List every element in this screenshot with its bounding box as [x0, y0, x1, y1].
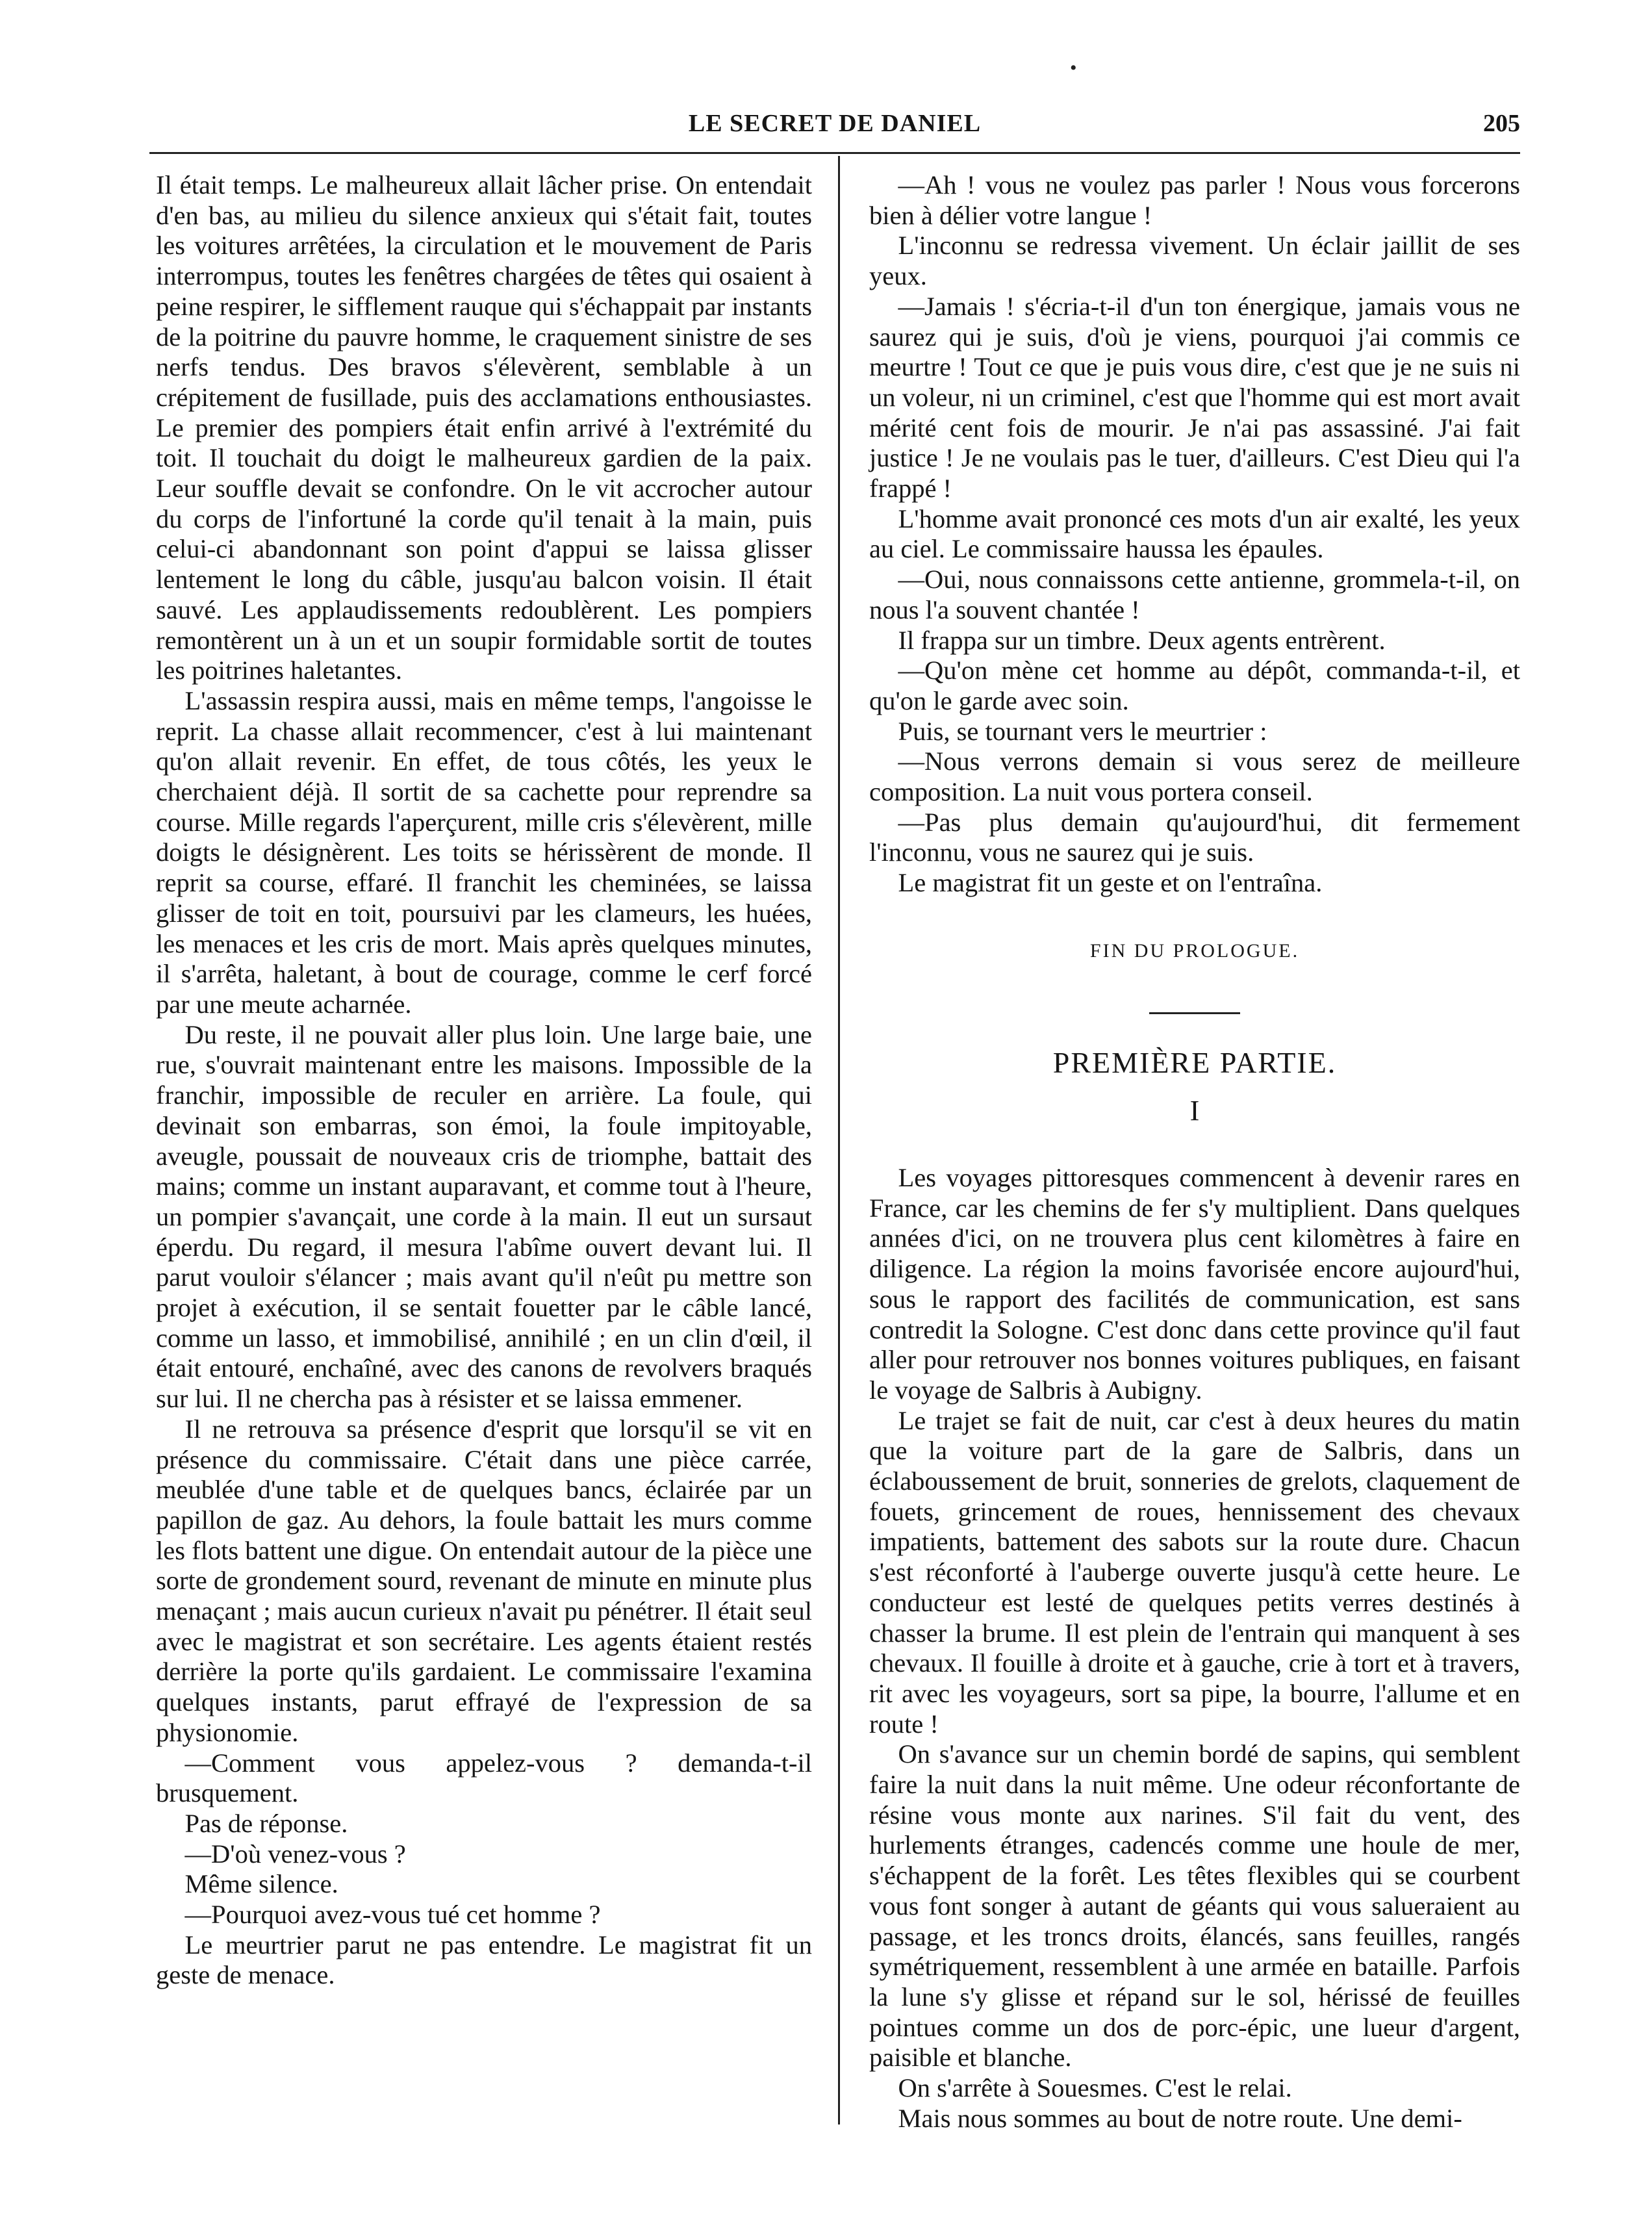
paragraph: —Ah ! vous ne voulez pas parler ! Nous vous forcerons bien à délier votre langue !	[869, 170, 1520, 230]
right-column	[869, 170, 1520, 2134]
paragraph: —Qu'on mène cet homme au dépôt, commanda-t-il, et qu'on le garde avec soin.	[869, 656, 1520, 715]
paragraph: L'homme avait prononcé ces mots d'un air exalté, les yeux au ciel. Le commissaire haussa les épaules.	[869, 504, 1520, 564]
paragraph: On s'arrête à Souesmes. C'est le relai.	[898, 2073, 1292, 2103]
paragraph: —Comment vous appelez-vous ? demanda-t-il brusquement.	[156, 1748, 812, 1808]
fin-du-prologue: FIN DU PROLOGUE.	[1089, 939, 1300, 962]
paragraph: —Oui, nous connaissons cette antienne, grommela-t-il, on nous l'a souvent chantée !	[869, 565, 1520, 624]
page-number: 205	[1483, 110, 1520, 137]
paragraph: —Pas plus demain qu'aujourd'hui, dit fermement l'inconnu, vous ne saurez qui je suis.	[869, 807, 1520, 867]
section-rule	[1149, 1012, 1240, 1014]
paragraph: Pas de réponse.	[184, 1808, 348, 1838]
paragraph: Mais nous sommes au bout de notre route. Une demi-	[898, 2103, 1462, 2133]
paragraph: Le magistrat fit un geste et on l'entraîna.	[898, 868, 1323, 898]
paragraph: Du reste, il ne pouvait aller plus loin. Une large baie, une rue, s'ouvrait maintenant entre les maisons. Impossible de la franchir, impossible de reculer en arrière. La foule, qui devinait son embarras, son émoi, la foule impitoyable, aveugle, poussait de nouveaux cris de triomphe, battait des mains; comme un instant auparavant, et comme tout à l'heure, un pompier s'avançait, une corde à la main. Il eut un sursaut éperdu. Du regard, il mesura l'abîme ouvert devant lui. Il parut vouloir s'élancer ; mais avant qu'il n'eût pu mettre son projet à exécution, il se sentait fouetter par le câble lancé, comme un lasso, et immobilisé, annihilé ; en un clin d'œil, il était entouré, enchaîné, avec des canons de revolvers braqués sur lui. Il ne chercha pas à résister et se laissa emmener.	[156, 1019, 812, 1414]
running-title: LE SECRET DE DANIEL	[688, 110, 982, 137]
header-rule	[149, 152, 1520, 154]
paragraph: Le meurtrier parut ne pas entendre. Le magistrat fit un geste de menace.	[156, 1930, 812, 1990]
paragraph: Puis, se tournant vers le meurtrier :	[898, 716, 1267, 746]
part-title: PREMIÈRE PARTIE.	[1052, 1045, 1337, 1079]
paragraph: L'assassin respira aussi, mais en même temps, l'angoisse le reprit. La chasse allait recommencer, c'est à lui maintenant qu'on allait revenir. En effet, de tous côtés, les yeux le cherchaient déjà. Il sortit de sa cachette pour reprendre sa course. Mille regards l'aperçurent, mille cris s'élevèrent, mille doigts le désignèrent. Les toits se hérissèrent de monde. Il reprit sa course, effaré. Il franchit les cheminées, se laissa glisser de toit en toit, poursuivi par les clameurs, les huées, les menaces et les cris de mort. Mais après quelques minutes, il s'arrêta, haletant, à bout de courage, comme le cerf forcé par une meute acharnée.	[156, 685, 812, 1019]
paragraph: —Jamais ! s'écria-t-il d'un ton énergique, jamais vous ne saurez qui je suis, d'où je viens, pourquoi j'ai commis ce meurtre ! Tout ce que je puis vous dire, c'est que je ne suis ni un voleur, ni un criminel, c'est que l'homme qui est mort avait mérité cent fois de mourir. Je n'ai pas assassiné. J'ai fait justice ! Je ne voulais pas le tuer, d'ailleurs. C'est Dieu qui l'a frappé !	[869, 291, 1520, 504]
page-header	[149, 109, 1520, 148]
paragraph: —Pourquoi avez-vous tué cet homme ?	[184, 1900, 601, 1930]
paragraph: L'inconnu se redressa vivement. Un éclair jaillit de ses yeux.	[869, 231, 1520, 291]
column-divider	[838, 156, 840, 2125]
print-speck: •	[1070, 57, 1077, 79]
paragraph: Il était temps. Le malheureux allait lâcher prise. On entendait d'en bas, au milieu du silence anxieux qui s'était fait, toutes les voitures arrêtées, la circulation et le mouvement de Paris interrompus, toutes les fenêtres chargées de têtes qui osaient à peine respirer, le sifflement rauque qui s'échappait par instants de la poitrine du pauvre homme, le craquement sinistre de ses nerfs tendus. Des bravos s'élevèrent, semblable à un crépitement de fusillade, puis des acclamations enthousiastes. Le premier des pompiers était enfin arrivé à l'extrémité du toit. Il touchait du doigt le malheureux gardien de la paix. Leur souffle devait se confondre. On le vit accrocher autour du corps de l'infortuné la corde qu'il tenait à la main, puis celui-ci abandonnant son point d'appui se laissa glisser lentement le long du câble, jusqu'au balcon voisin. Il était sauvé. Les applaudissements redoublèrent. Les pompiers remontèrent un à un et un soupir formidable sortit de toutes les poitrines haletantes.	[156, 170, 812, 685]
paragraph: —Nous verrons demain si vous serez de meilleure composition. La nuit vous portera conseil.	[869, 746, 1520, 807]
paragraph: —D'où venez-vous ?	[184, 1839, 406, 1869]
paragraph: Les voyages pittoresques commencent à devenir rares en France, car les chemins de fer s'y multiplient. Dans quelques années d'ici, on ne trouvera plus cent kilomètres à faire en diligence. La région la moins favorisée encore aujourd'hui, sous le rapport des facilités de communication, est sans contredit la Sologne. C'est donc dans cette province qu'il faut aller pour retrouver nos bonnes voitures publiques, en faisant le voyage de Salbris à Aubigny.	[869, 1162, 1520, 1405]
chapter-number: I	[1189, 1095, 1200, 1127]
paragraph: Il frappa sur un timbre. Deux agents entrèrent.	[898, 625, 1386, 655]
paragraph: Il ne retrouva sa présence d'esprit que lorsqu'il se vit en présence du commissaire. C'était dans une pièce carrée, meublée d'une table et de quelques bancs, éclairée par un papillon de gaz. Au dehors, la foule battait les murs comme les flots battent une digue. On entendait autour de la pièce une sorte de grondement sourd, revenant de minute en minute plus menaçant ; mais aucun curieux n'avait pu pénétrer. Il était seul avec le magistrat et son secrétaire. Les agents étaient restés derrière la porte qu'ils gardaient. Le commissaire l'examina quelques instants, parut effrayé de l'expression de sa physionomie.	[156, 1414, 812, 1747]
paragraph: Même silence.	[184, 1869, 338, 1899]
left-column	[156, 170, 812, 1991]
paragraph: Le trajet se fait de nuit, car c'est à deux heures du matin que la voiture part de la gare de Salbris, dans un éclaboussement de bruit, sonneries de grelots, claquement de fouets, grincement de roues, hennissement des chevaux impatients, battement des sabots sur la route dure. Chacun s'est réconforté à l'auberge ouverte jusqu'à cette heure. Le conducteur est lesté de quelques petits verres destinés à chasser la brume. Il est plein de l'entrain qui manquent à ses chevaux. Il fouille à droite et à gauche, crie à tort et à travers, rit avec les voyageurs, sort sa pipe, la bourre, l'allume et en route !	[869, 1405, 1520, 1739]
paragraph: On s'avance sur un chemin bordé de sapins, qui semblent faire la nuit dans la nuit même. Une odeur réconfortante de résine vous monte aux narines. S'il fait du vent, des hurlements étranges, cadencés comme une houle de mer, s'échappent de la forêt. Les têtes flexibles qui se courbent vous font songer à autant de géants qui vous salueraient au passage, et les troncs droits, élancés, sans feuilles, rangés symétriquement, ressemblent à une armée en bataille. Parfois la lune s'y glisse et répand sur le sol, hérissé de feuilles pointues comme un dos de porc-épic, une lueur d'argent, paisible et blanche.	[869, 1739, 1520, 2073]
